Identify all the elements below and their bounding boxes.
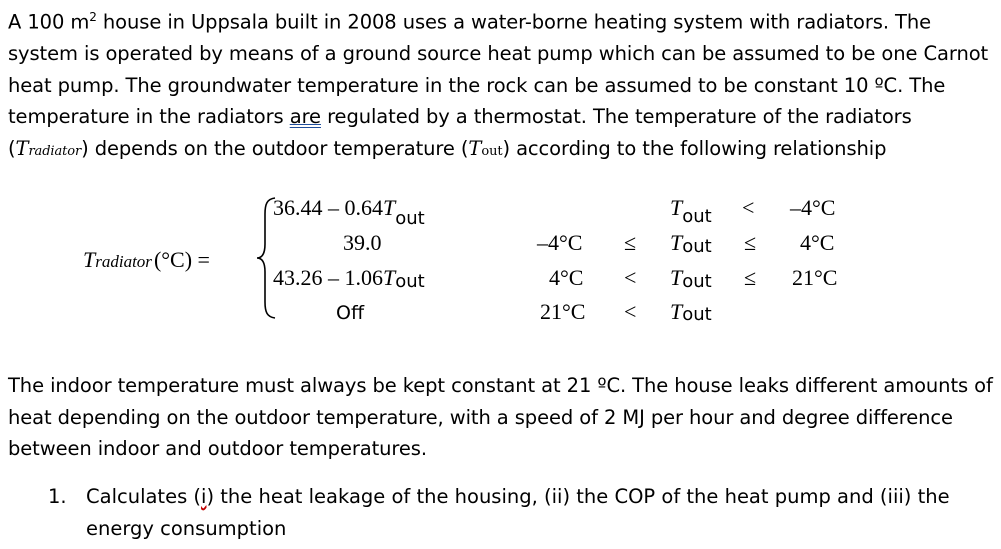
- intro-text-3: regulated by a thermostat. The temperature of the radiators (: [8, 105, 912, 160]
- equation-row-1-operator-2: <: [742, 195, 755, 220]
- equation-row-1-upper: –4°C: [790, 195, 836, 220]
- equation-row-2-lower: –4°C: [537, 230, 583, 255]
- equation-row-3-upper: 21°C: [792, 265, 838, 290]
- leakage-paragraph: [8, 370, 993, 465]
- equation-lhs: Tradiator(°C) =: [83, 247, 210, 272]
- equation-row-1-expression: $36.44 - 0.64T_{out}$: [273, 195, 425, 229]
- equation-row-2-operator-1: ≤: [624, 230, 637, 255]
- leakage-text: The indoor temperature must always be kept constant at 21 ºC. The house leaks different amounts of heat depending on the outdoor temperature, with a speed of 2 MJ per hour and degree difference between indoor and outdoor temperatures.: [8, 374, 993, 460]
- equation-row-3-operator-1: <: [624, 265, 637, 290]
- t-radiator-subscript: radiator: [28, 143, 82, 159]
- t-radiator-symbol: T: [15, 136, 29, 160]
- equation-row-3-operator-2: ≤: [744, 265, 757, 290]
- t-out-subscript: out: [481, 143, 503, 159]
- equation-row-4-variable: Tout: [670, 299, 712, 325]
- equation-row-3-variable: Tout: [670, 265, 712, 292]
- equation-row-2-variable: Tout: [670, 230, 712, 257]
- equation-row-3-lower: 4°C: [549, 265, 584, 290]
- t-out-symbol: T: [468, 136, 482, 160]
- intro-text-5: ) according to the following relationship: [502, 136, 887, 160]
- equation-row-2-upper: 4°C: [800, 230, 835, 255]
- equation-row-4-lower: 21°C: [540, 299, 586, 324]
- equation-row-2-operator-2: ≤: [744, 230, 757, 255]
- task-text: Calculates (i) the heat leakage of the housing, (ii) the COP of the heat pump and (iii) the energy consumption: [86, 485, 950, 540]
- equation-row-4-operator-1: <: [624, 299, 637, 324]
- intro-text-2: house in Uppsala built in 2008 uses a water-borne heating system with radiators. The system is operated by means of a ground source heat pump which can be assumed to be one Carnot heat pump. The groundwater temperature in the rock can be assumed to be constant 10 ºC. The temperature in the radiators: [8, 10, 989, 128]
- equation-row-4-expression: Off: [336, 302, 365, 324]
- intro-paragraph: [8, 2, 993, 167]
- task-number: 1.: [48, 485, 67, 508]
- intro-text-4: ) depends on the outdoor temperature (: [81, 136, 469, 160]
- intro-text-1: A 100 m: [8, 10, 90, 34]
- area-superscript: 2: [89, 10, 97, 24]
- equation-row-1-variable: $T_{out}$: [670, 195, 712, 227]
- grammar-flagged-word: are: [289, 105, 321, 128]
- spelling-flagged-letter: i: [201, 485, 207, 508]
- equation-row-3-expression: 43.26 – 1.06Tout: [273, 265, 425, 292]
- equation-row-2-expression: 39.0: [343, 230, 382, 255]
